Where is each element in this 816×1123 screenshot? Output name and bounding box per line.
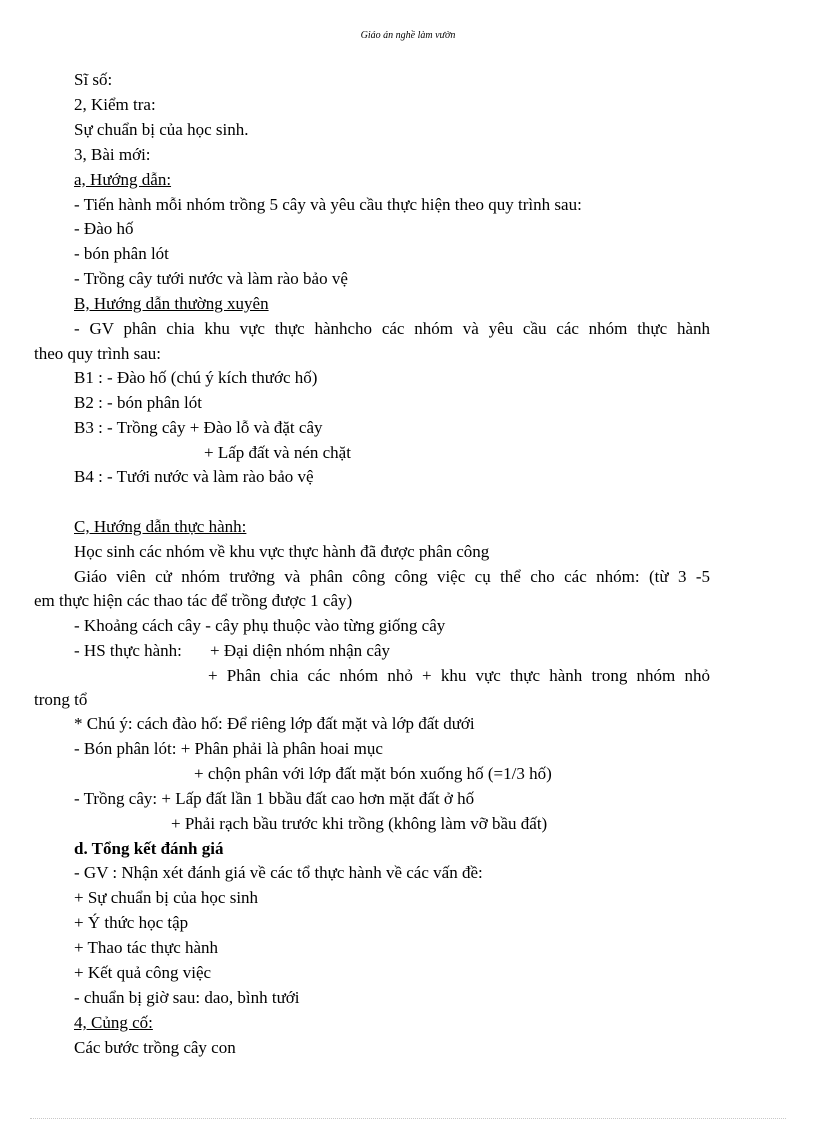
step-subline: + Lấp đất và nén chặt: [204, 443, 351, 462]
class-size-line: Sĩ số:: [74, 70, 113, 89]
text-line: + Phải rạch bầu trước khi trồng (không làm vỡ bầu đất): [171, 814, 548, 833]
page-bottom-rule: [30, 1118, 786, 1119]
section-new-lesson-heading: 3, Bài mới:: [74, 145, 151, 164]
text-line: + Phân chia các nhóm nhỏ + khu vực thực hành trong nhóm nhỏ: [208, 666, 710, 685]
text-line: - Trồng cây tưới nước và làm rào bảo vệ: [74, 269, 348, 288]
note-line: * Chú ý: cách đào hố: Để riêng lớp đất mặt và lớp đất dưới: [74, 714, 475, 733]
text-line: - bón phân lót: [74, 244, 169, 263]
text-line: trong tổ: [34, 690, 88, 709]
text-line: theo quy trình sau:: [34, 344, 162, 363]
text-line: - GV phân chia khu vực thực hànhcho các nhóm và yêu cầu các nhóm thực hành: [74, 319, 710, 338]
text-line: - Bón phân lót: + Phân phải là phân hoai mục: [74, 739, 383, 758]
text-line: - Khoảng cách cây - cây phụ thuộc vào từng giống cây: [74, 616, 446, 635]
subheading-summary: d. Tổng kết đánh giá: [74, 839, 224, 858]
list-item: + Sự chuẩn bị của học sinh: [74, 888, 259, 907]
text-line: - Trồng cây: + Lấp đất lần 1 bbầu đất cao hơn mặt đất ở hố: [74, 789, 475, 808]
step-line: B4 : - Tưới nước và làm rào bảo vệ: [74, 467, 314, 486]
section-consolidation-heading: 4, Củng cố:: [74, 1013, 153, 1032]
text-line: Sự chuẩn bị của học sinh.: [74, 120, 249, 139]
text-line: Học sinh các nhóm về khu vực thực hành đã được phân công: [74, 542, 490, 561]
text-line: - Đào hố: [74, 219, 134, 238]
list-item: + Thao tác thực hành: [74, 938, 219, 957]
section-check-heading: 2, Kiểm tra:: [74, 95, 156, 114]
subheading-regular-guidance: B, Hướng dẫn thường xuyên: [74, 294, 269, 313]
text-line: Giáo viên cử nhóm trưởng và phân công công việc cụ thể cho các nhóm: (từ 3 -5: [74, 567, 710, 586]
text-line: em thực hiện các thao tác để trồng được 1 cây): [34, 591, 353, 610]
subheading-guidance: a, Hướng dẫn:: [74, 170, 172, 189]
page-header: Giáo án nghề làm vườn: [360, 30, 456, 41]
step-line: B2 : - bón phân lót: [74, 393, 202, 412]
list-item: + Kết quả công việc: [74, 963, 212, 982]
subheading-practice-guidance: C, Hướng dẫn thực hành:: [74, 517, 247, 536]
list-item: + Ý thức học tập: [74, 913, 189, 932]
step-line: B3 : - Trồng cây + Đào lỗ và đặt cây: [74, 418, 323, 437]
text-line: - Tiến hành mỗi nhóm trồng 5 cây và yêu cầu thực hiện theo quy trình sau:: [74, 195, 582, 214]
step-line: B1 : - Đào hố (chú ý kích thước hố): [74, 368, 318, 387]
text-line: - HS thực hành:: [74, 641, 182, 660]
text-line: - GV : Nhận xét đánh giá về các tổ thực hành về các vấn đề:: [74, 863, 483, 882]
text-line: Các bước trồng cây con: [74, 1038, 236, 1057]
text-line: + chộn phân với lớp đất mặt bón xuống hố (=1/3 hố): [194, 764, 552, 783]
text-line: + Đại diện nhóm nhận cây: [210, 641, 391, 660]
text-line: - chuẩn bị giờ sau: dao, bình tưới: [74, 988, 300, 1007]
